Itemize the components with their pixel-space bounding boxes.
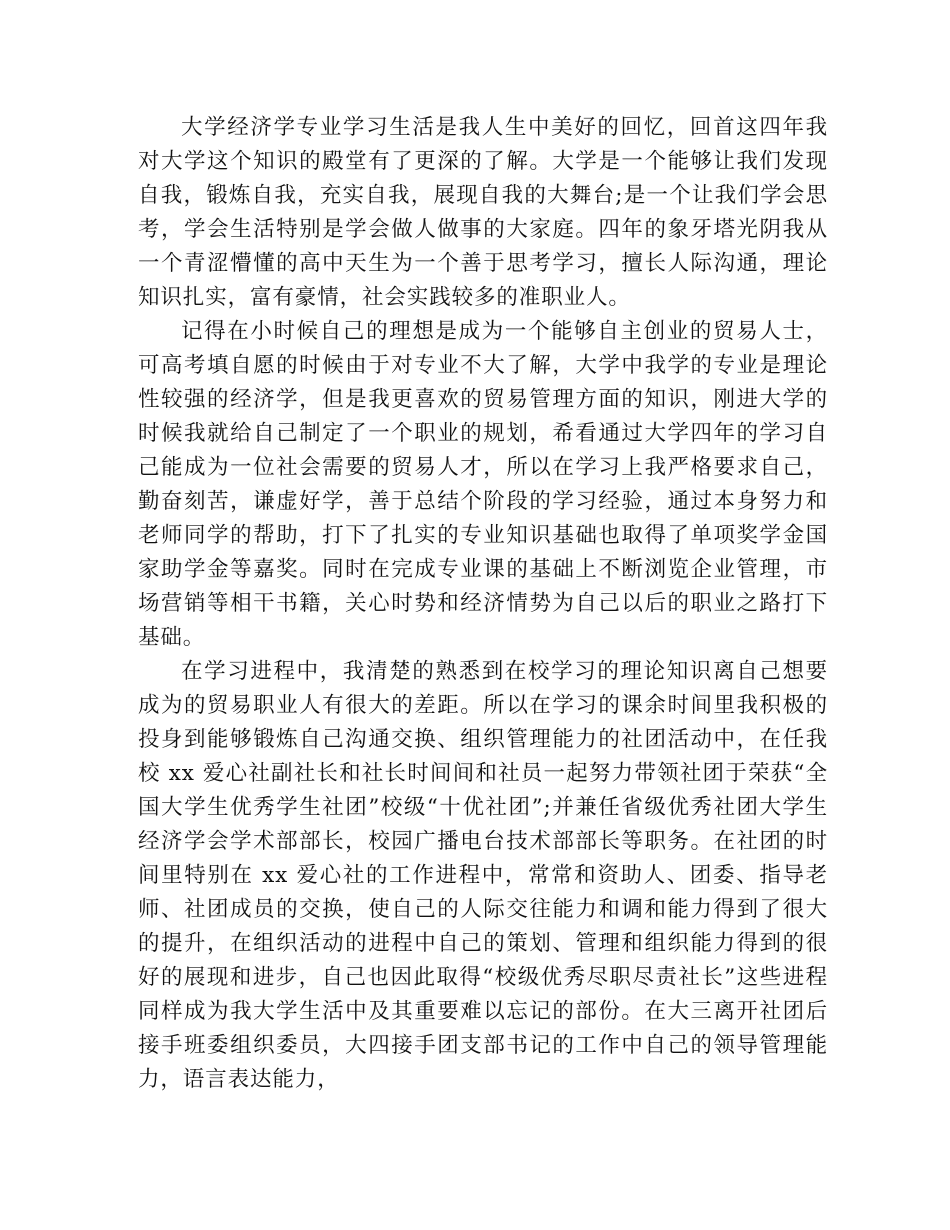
document-body bbox=[138, 111, 828, 1097]
paragraph-2: 记得在小时候自己的理想是成为一个能够自主创业的贸易人士，可高考填自愿的时候由于对专业不大了解，大学中我学的专业是理论性较强的经济学，但是我更喜欢的贸易管理方面的知识，刚进大学的时候我就给自己制定了一个职业的规划，希看通过大学四年的学习自己能成为一位社会需要的贸易人才，所以在学习上我严格要求自己，勤奋刻苦，谦虚好学，善于总结个阶段的学习经验，通过本身努力和老师同学的帮助，打下了扎实的专业知识基础也取得了单项奖学金国家助学金等嘉奖。同时在完成专业课的基础上不断浏览企业管理，市场营销等相干书籍，关心时势和经济情势为自己以后的职业之路打下基础。 bbox=[138, 319, 828, 650]
paragraph-3: 在学习进程中，我清楚的熟悉到在校学习的理论知识离自己想要成为的贸易职业人有很大的差距。所以在学习的课余时间里我积极的投身到能够锻炼自己沟通交换、组织管理能力的社团活动中，在任我校 xx 爱心社副社长和社长时间间和社员一起努力带领社团于荣获“全国大学生优秀学生社团”校级“十优社团”;并兼任省级优秀社团大学生经济学会学术部部长，校园广播电台技术部部长等职务。在社团的时间里特别在 xx 爱心社的工作进程中，常常和资助人、团委、指导老师、社团成员的交换，使自己的人际交往能力和调和能力得到了很大的提升，在组织活动的进程中自己的策划、管理和组织能力得到的很好的展现和进步，自己也因此取得“校级优秀尽职尽责社长”这些进程同样成为我大学生活中及其重要难以忘记的部份。在大三离开社团后接手班委组织委员，大四接手团支部书记的工作中自己的领导管理能力，语言表达能力， bbox=[138, 659, 828, 1092]
paragraph-1: 大学经济学专业学习生活是我人生中美好的回忆，回首这四年我对大学这个知识的殿堂有了更深的了解。大学是一个能够让我们发现自我，锻炼自我，充实自我，展现自我的大舞台;是一个让我们学会思考，学会生活特别是学会做人做事的大家庭。四年的象牙塔光阴我从一个青涩懵懂的高中天生为一个善于思考学习，擅长人际沟通，理论知识扎实，富有豪情，社会实践较多的准职业人。 bbox=[138, 115, 828, 310]
